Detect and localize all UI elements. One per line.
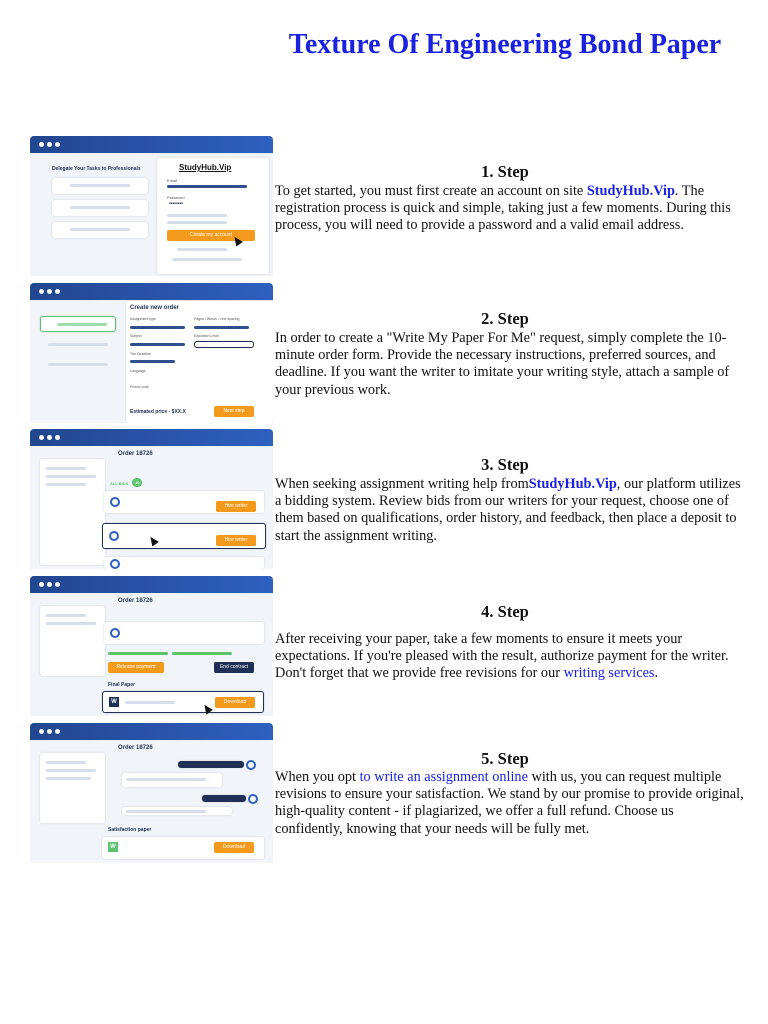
window-titlebar [30, 283, 273, 300]
step-1-heading: 1. Step [481, 162, 529, 181]
release-payment-button[interactable]: Release payment [108, 662, 164, 673]
order-number: Order 18726 [118, 745, 153, 751]
shot-left-title: Delegate Your Tasks to Professionals [52, 166, 141, 172]
next-step-button[interactable]: Next step [214, 406, 254, 417]
cursor-icon [147, 535, 159, 547]
write-assignment-link[interactable]: to write an assignment online [359, 769, 528, 785]
step-3 [30, 429, 745, 569]
step-1-screenshot [30, 136, 273, 276]
create-account-button[interactable]: Create my account [167, 230, 255, 241]
step-2-text: In order to create a "Write My Paper For Me" request, simply complete the 10-minute order form. Provide the necessary instructions, preferred sources, and deadline. If you want the writer to imitate your writing style, attach a sample of your previous work. [275, 330, 730, 398]
step-4-text: After receiving your paper, take a few moments to ensure it meets your expectations. If you're pleased with the result, authorize payment for the writer. Don't forget that we provide free revisions for our writing services. [275, 631, 729, 682]
download-button[interactable]: Download [214, 842, 254, 853]
step-4-screenshot [30, 576, 273, 716]
step-5-heading: 5. Step [481, 749, 529, 768]
final-paper-label: Final Paper [108, 682, 135, 688]
writing-services-link[interactable]: writing services [563, 665, 655, 682]
step-3-text: When seeking assignment writing help fromStudyHub.Vip, our platform utilizes a bidding system. Review bids from our writers for your request, choose one of them based on qualifications, order history, and feedback, then place a deposit to start the assignment writing. [275, 476, 741, 544]
studyhub-link[interactable]: StudyHub.Vip [528, 476, 617, 492]
step-2-heading: 2. Step [481, 309, 529, 328]
step-5 [30, 723, 745, 863]
form-title: Create new order [130, 305, 180, 311]
step-5-text: When you opt to write an assignment online with us, you can request multiple revisions to ensure your satisfaction. We stand by our promise to provide original, high-quality content - if plagiarized, we offer a full refund. Choose us confidently, knowing that your needs will be fully met. [275, 769, 744, 837]
hire-writer-button[interactable]: Hire writer [216, 535, 256, 546]
download-button[interactable]: Download [215, 697, 255, 708]
step-2-screenshot: Create new order Assignment type Pages / Words / Line spacing Subject Education Level The Deadline Language Promo code Estimated price - $XX.X Next step [30, 283, 273, 423]
page-title: Texture Of Engineering Bond Paper [288, 29, 722, 60]
step-2 [30, 283, 745, 423]
word-file-icon: W [108, 842, 118, 852]
bid-count: 10 [132, 478, 142, 487]
window-titlebar [30, 429, 273, 446]
step-4-heading: 4. Step [481, 602, 529, 621]
end-contract-button[interactable]: End contract [214, 662, 254, 673]
word-file-icon: W [109, 697, 119, 707]
order-number: Order 18726 [118, 598, 153, 604]
order-number: Order 18726 [118, 451, 153, 457]
step-4 [30, 576, 745, 716]
hire-writer-button[interactable]: Hire writer [216, 501, 256, 512]
estimated-price: Estimated price - $XX.X [130, 409, 186, 415]
step-5-screenshot [30, 723, 273, 863]
satisfaction-paper-label: Satisfaction paper [108, 827, 152, 833]
step-3-screenshot [30, 429, 273, 569]
all-bids-label: ALL BIDS [110, 481, 129, 486]
step-1 [30, 136, 745, 276]
signup-card: StudyHub.Vip Email Password •••••••• Create my account [157, 158, 269, 274]
step-3-heading: 3. Step [481, 455, 529, 474]
studyhub-link[interactable]: StudyHub.Vip [586, 183, 675, 199]
cursor-icon [201, 703, 213, 715]
window-titlebar [30, 136, 273, 153]
window-titlebar [30, 576, 273, 593]
window-titlebar [30, 723, 273, 740]
brand-logo: StudyHub.Vip [179, 163, 232, 172]
step-1-text: To get started, you must first create an account on site StudyHub.Vip. The registration process is quick and simple, taking just a few moments. During this process, you will need to provide a password and a valid email address. [275, 183, 731, 234]
